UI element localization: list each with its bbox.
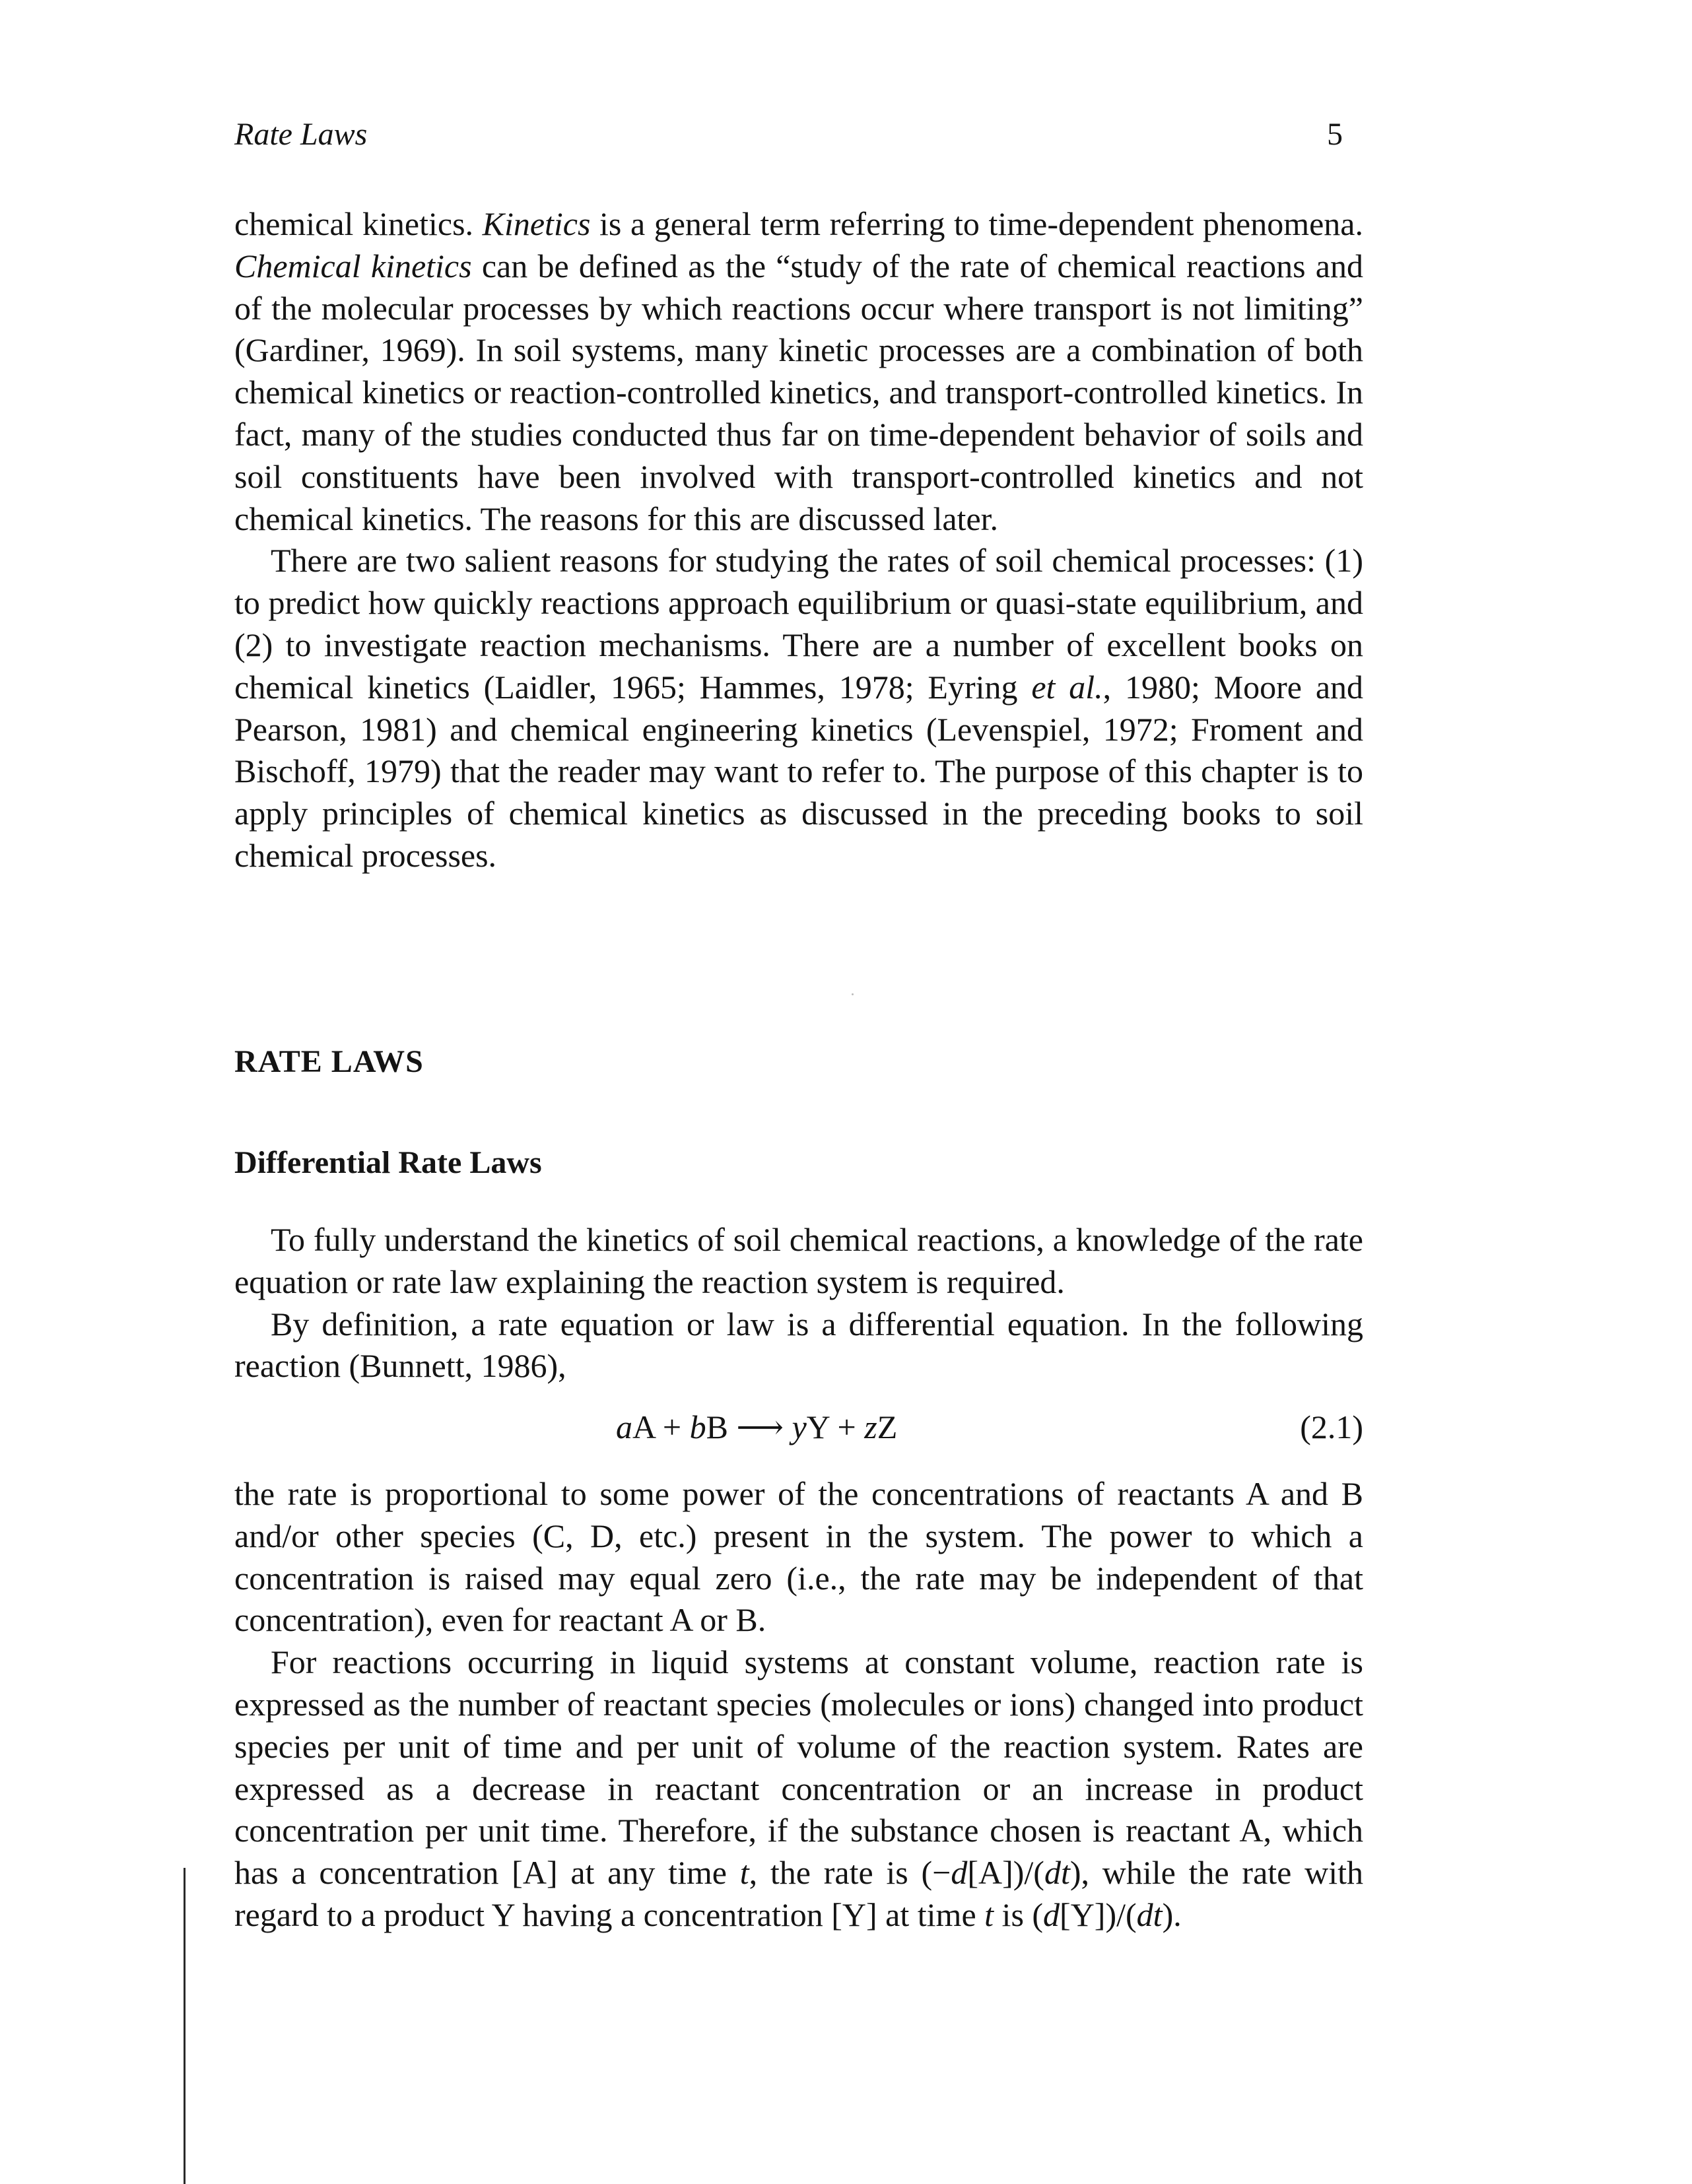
running-title: Rate Laws <box>234 117 368 152</box>
term-chemical-kinetics: Chemical kinetics <box>234 247 472 284</box>
paragraph-definition: By definition, a rate equation or law is a differential equation. In the following reaction (Bunnett, 1986), <box>234 1305 1363 1385</box>
paragraph-liquid-systems: For reactions occurring in liquid systems at constant volume, reaction rate is expressed as the number of reactant species (molecules or ions) changed into product species per unit of time and per unit of volume of the reaction system. Rates are expressed as a decrease in reactant concentration or an increase in product concentration per unit time. Therefore, if the substance chosen is reactant A, which has a concentration [A] at any time t, the rate is (−d[A])/(dt), while the rate with regard to a product Y having a concentration [Y] at time t is (d[Y])/(dt). <box>234 1643 1363 1933</box>
page-number: 5 <box>1327 117 1343 152</box>
subsection-heading: Differential Rate Laws <box>234 1145 542 1180</box>
rate-law-intro <box>234 1219 1363 1387</box>
margin-scan-line <box>184 1868 186 2184</box>
paragraph-knowledge: To fully understand the kinetics of soil chemical reactions, a knowledge of the rate equation or rate law explaining the reaction system is required. <box>234 1221 1363 1300</box>
rate-law-body <box>234 1473 1363 1936</box>
et-al: et al. <box>1031 668 1103 706</box>
intro-text <box>234 203 1363 877</box>
scan-speck <box>852 993 854 995</box>
section-heading: RATE LAWS <box>234 1044 424 1079</box>
paragraph-proportional: the rate is proportional to some power of the concentrations of reactants A and B and/or other species (C, D, etc.) present in the system. The power to which a concentration is raised may equal zero (i.e., the rate may be independent of that concentration), even for reactant A or B. <box>234 1475 1363 1639</box>
equation-body: aA + bB ⟶ yY + zZ <box>616 1408 898 1445</box>
paragraph-kinetics-definition: chemical kinetics. Kinetics is a general term referring to time-dependent phenomena. Chemical kinetics can be defined as the “study of the rate of chemical reactions and of the molecular processes by which reactions occur where transport is not limiting” (Gardiner, 1969). In soil systems, many kinetic processes are a combination of both chemical kinetics or reaction-controlled kinetics, and transport-controlled kinetics. In fact, many of the studies conducted thus far on time-dependent behavior of soils and soil constituents have been involved with transport-controlled kinetics and not chemical kinetics. The reasons for this are discussed later. <box>234 205 1363 537</box>
term-kinetics: Kinetics <box>482 205 591 242</box>
equation-2-1 <box>234 1406 1363 1448</box>
equation-number: (2.1) <box>1300 1408 1363 1445</box>
paragraph-reasons: There are two salient reasons for studying the rates of soil chemical processes: (1) to predict how quickly reactions approach equilibrium or quasi-state equilibrium, and (2) to investigate reaction mechanisms. There are a number of excellent books on chemical kinetics (Laidler, 1965; Hammes, 1978; Eyring et al., 1980; Moore and Pearson, 1981) and chemical engineering kinetics (Levenspiel, 1972; Froment and Bischoff, 1979) that the reader may want to refer to. The purpose of this chapter is to apply principles of chemical kinetics as discussed in the preceding books to soil chemical processes. <box>234 542 1364 874</box>
